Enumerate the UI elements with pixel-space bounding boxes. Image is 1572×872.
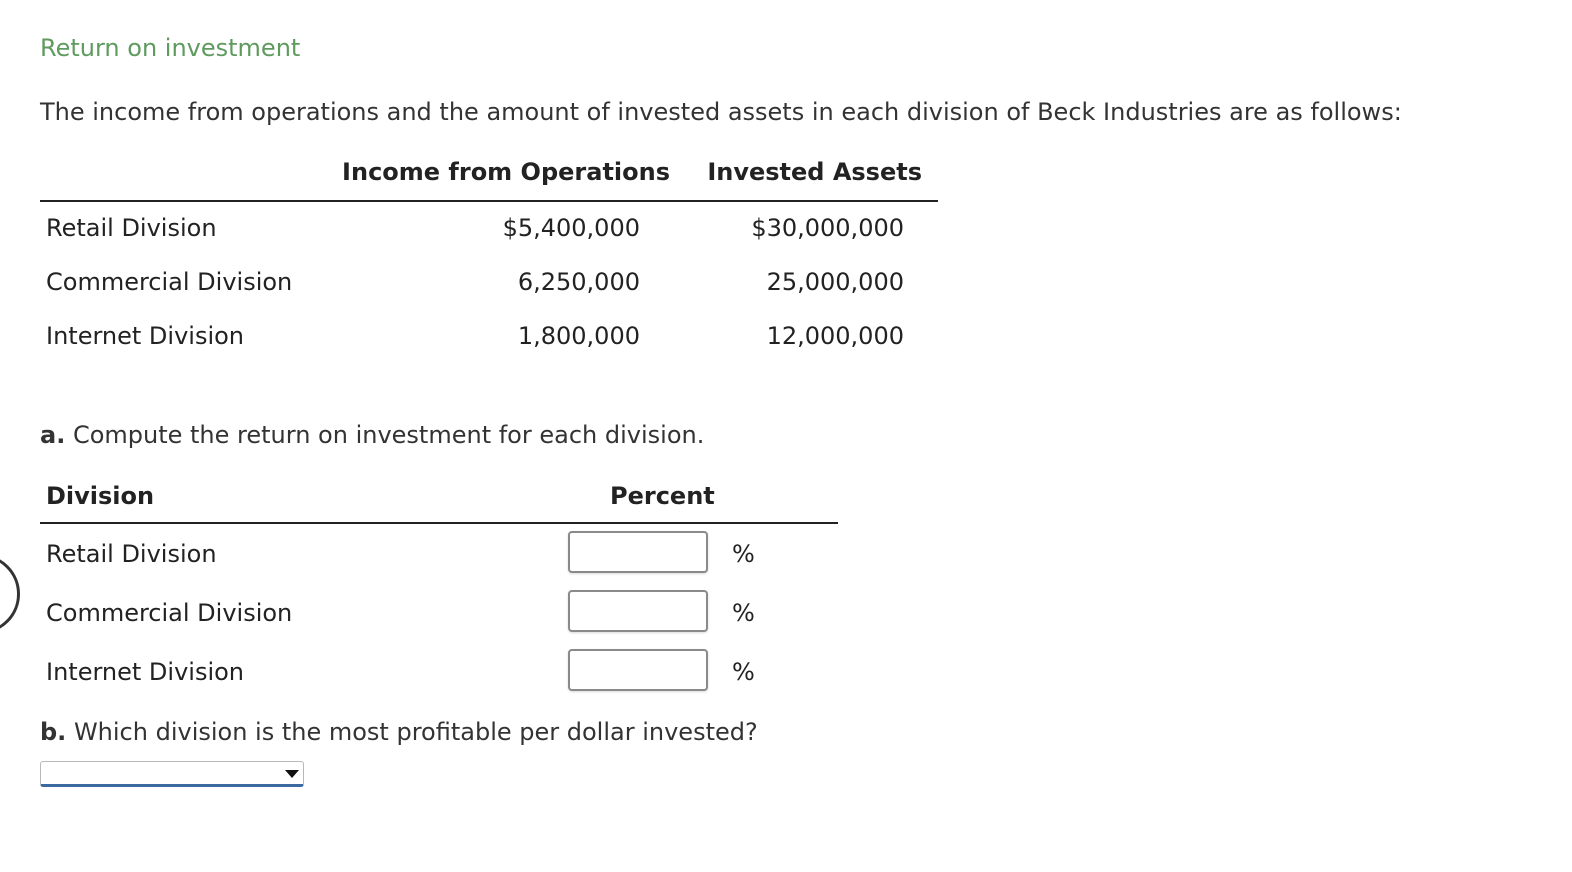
data-table (40, 150, 938, 364)
answer-row-internet (40, 642, 838, 701)
question-a (40, 421, 704, 449)
table-row (40, 256, 938, 310)
answer-table (40, 474, 838, 701)
percent-sign: % (732, 540, 755, 568)
percent-sign: % (732, 658, 755, 686)
question-b-text: Which division is the most profitable per dollar invested? (73, 718, 758, 746)
division-label: Retail Division (46, 214, 217, 242)
division-label: Commercial Division (46, 268, 293, 296)
question-a-letter: a. (40, 421, 66, 449)
intro-text: The income from operations and the amount of invested assets in each division of Beck Industries are as follows: (40, 98, 1402, 126)
division-label: Retail Division (46, 540, 217, 568)
division-select[interactable] (40, 761, 304, 787)
question-b-letter: b. (40, 718, 67, 746)
header-division: Division (46, 482, 155, 510)
division-label: Internet Division (46, 322, 245, 350)
assets-value: 25,000,000 (766, 268, 904, 296)
question-b (40, 718, 758, 746)
retail-percent-input[interactable] (568, 531, 708, 573)
question-a-text: Compute the return on investment for each division. (72, 421, 705, 449)
circle-icon (0, 554, 20, 634)
header-income: Income from Operations (342, 158, 670, 186)
dropdown-arrow-icon (285, 770, 299, 778)
division-label: Commercial Division (46, 599, 293, 627)
income-value: 1,800,000 (517, 322, 640, 350)
percent-sign: % (732, 599, 755, 627)
commercial-percent-input[interactable] (568, 590, 708, 632)
header-percent: Percent (610, 482, 715, 510)
division-label: Internet Division (46, 658, 245, 686)
table-row (40, 202, 938, 256)
answer-table-header (40, 474, 838, 524)
assets-value: $30,000,000 (751, 214, 904, 242)
answer-row-commercial (40, 583, 838, 642)
answer-row-retail (40, 524, 838, 583)
income-value: $5,400,000 (502, 214, 640, 242)
data-table-header (40, 150, 938, 202)
table-row (40, 310, 938, 364)
income-value: 6,250,000 (517, 268, 640, 296)
page-title: Return on investment (40, 34, 301, 62)
assets-value: 12,000,000 (766, 322, 904, 350)
header-assets: Invested Assets (707, 158, 922, 186)
internet-percent-input[interactable] (568, 649, 708, 691)
